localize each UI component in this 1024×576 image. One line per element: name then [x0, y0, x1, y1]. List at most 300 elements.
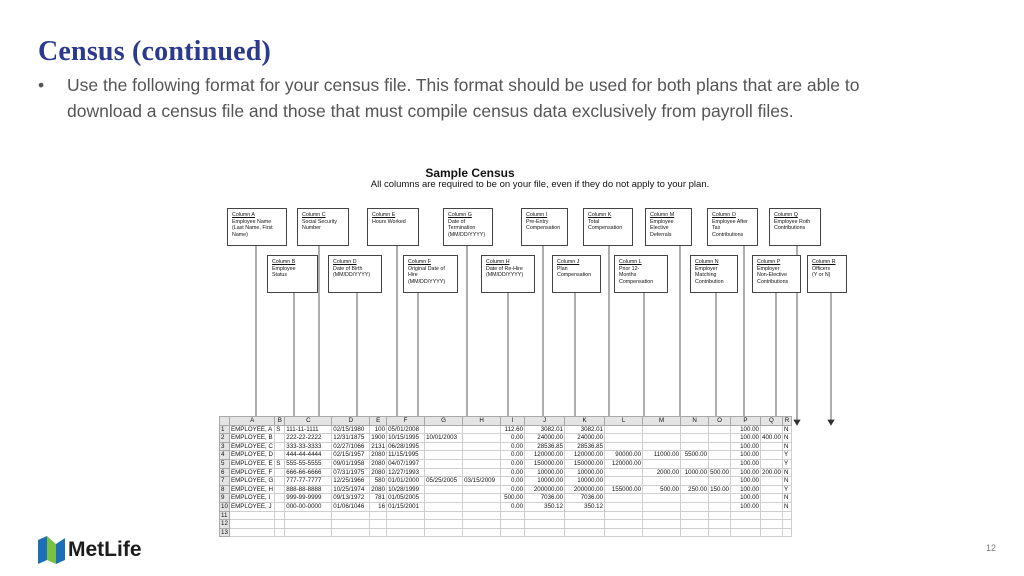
metlife-logo-icon [38, 536, 66, 564]
table-cell [761, 442, 783, 451]
table-cell: N [782, 494, 791, 503]
table-cell: 580 [370, 477, 387, 486]
box-body: Plan Compensation [557, 265, 592, 279]
box-heading: Column C [302, 212, 326, 218]
box-heading: Column A [232, 212, 255, 218]
table-cell: 150000.00 [565, 459, 605, 468]
table-cell: EMPLOYEE, C [231, 442, 273, 450]
table-cell: 10/28/1999 [387, 485, 425, 494]
table-cell: 11/15/1995 [387, 451, 425, 460]
row-number: 10 [221, 503, 228, 511]
col-header: K [565, 417, 605, 426]
col-header: G [425, 417, 463, 426]
table-row [220, 477, 792, 486]
table-cell [605, 520, 643, 529]
sample-census-subtitle: All columns are required to be on your file, even if they do not apply to your plan. [370, 179, 710, 190]
table-cell [731, 511, 761, 520]
table-cell: 0.00 [501, 451, 525, 460]
col-header: B [275, 417, 285, 426]
box-heading: Column K [588, 212, 612, 218]
table-cell: 10/15/1995 [387, 434, 425, 443]
box-heading: Column I [526, 212, 548, 218]
table-cell: 01/15/2001 [387, 502, 425, 511]
box-body: Employee Roth Contributions [774, 218, 811, 232]
table-cell [463, 451, 501, 460]
table-cell [605, 494, 643, 503]
table-cell: EMPLOYEE, H [231, 485, 273, 493]
table-cell [565, 528, 605, 537]
table-cell [731, 520, 761, 529]
table-cell: 100 [370, 425, 387, 434]
table-cell [761, 459, 783, 468]
table-cell: 777-77-7777 [285, 477, 332, 486]
bullet-dot: • [38, 75, 45, 95]
table-cell [425, 485, 463, 494]
table-cell [463, 511, 501, 520]
table-cell [761, 520, 783, 529]
table-cell: 11000.00 [643, 451, 681, 460]
box-heading: Column O [712, 212, 736, 218]
table-row [220, 485, 792, 494]
table-cell: EMPLOYEE, F [230, 468, 275, 477]
table-cell: 7036.00 [565, 494, 605, 503]
box-heading: Column G [448, 212, 472, 218]
table-cell: 250.00 [681, 485, 709, 494]
table-cell: 12/27/1993 [387, 468, 425, 477]
table-cell: 01/01/2000 [387, 477, 425, 486]
box-heading: Column E [372, 212, 396, 218]
table-cell: 150000.00 [525, 459, 565, 468]
table-cell: 666-66-6666 [285, 468, 332, 477]
table-cell: 3082.01 [565, 425, 605, 434]
table-cell: 120000.00 [525, 451, 565, 460]
box-body: Employee Status [272, 265, 296, 279]
table-cell [643, 477, 681, 486]
box-body: Employee Elective Deferrals [650, 218, 674, 238]
box-body: Employee Name (Last Name, First Name) [232, 218, 273, 238]
col-header: N [681, 417, 709, 426]
sheet-corner [220, 417, 230, 426]
table-cell: 100.00 [731, 468, 761, 477]
table-cell: 500.00 [501, 494, 525, 503]
table-cell: 781 [370, 494, 387, 503]
table-cell: 09/13/1972 [332, 494, 370, 503]
row-number: 7 [220, 477, 230, 486]
column-q-box [769, 208, 821, 246]
table-cell [425, 528, 463, 537]
table-cell: 555-55-5555 [285, 459, 332, 468]
row-number: 11 [220, 511, 230, 520]
table-cell [761, 528, 783, 537]
table-cell [709, 494, 731, 503]
table-cell [332, 511, 370, 520]
table-cell [525, 520, 565, 529]
table-cell [761, 425, 783, 434]
table-cell [463, 494, 501, 503]
table-cell: 120000.00 [605, 459, 643, 468]
table-cell: EMPLOYEE, I [230, 494, 275, 503]
table-cell [681, 459, 709, 468]
table-cell: 222-22-2222 [285, 434, 332, 443]
table-row [220, 434, 792, 443]
table-cell [605, 502, 643, 511]
table-cell [463, 520, 501, 529]
table-cell: 2131 [371, 442, 386, 450]
table-cell [525, 511, 565, 520]
box-body: Officers (Y or N) [812, 265, 831, 279]
table-cell [643, 494, 681, 503]
table-cell [782, 528, 791, 537]
col-header: M [643, 417, 681, 426]
column-l-box [614, 255, 668, 293]
table-cell [709, 459, 731, 468]
table-cell [605, 528, 643, 537]
table-cell [525, 528, 565, 537]
table-cell: 04/07/1997 [387, 459, 425, 468]
table-cell: 112.60 [501, 425, 525, 434]
table-cell: 333-33-3333 [285, 442, 332, 451]
table-cell: 444-44-4444 [285, 451, 332, 460]
table-cell: 07/31/1975 [332, 468, 370, 477]
table-cell: 3082.01 [525, 425, 565, 434]
table-cell: 200000.00 [525, 485, 565, 494]
table-row [220, 528, 792, 537]
table-cell [425, 468, 463, 477]
col-header: R [782, 417, 791, 426]
table-cell [605, 477, 643, 486]
table-cell: 03/15/2009 [463, 477, 501, 486]
table-cell: 24000.00 [565, 434, 605, 443]
table-cell [643, 459, 681, 468]
table-cell [463, 528, 501, 537]
table-cell [425, 459, 463, 468]
column-r-box [807, 255, 847, 293]
col-header: A [230, 417, 275, 426]
table-cell: 120000.00 [565, 451, 605, 460]
table-cell: Y [782, 459, 791, 468]
slide-title: Census (continued) [38, 36, 272, 67]
table-cell [463, 502, 501, 511]
table-row [220, 459, 792, 468]
table-cell: 111-11-1111 [285, 425, 332, 434]
box-body: Date of Birth (MM/DD/YYYY) [333, 265, 371, 279]
table-cell [731, 528, 761, 537]
table-cell [761, 485, 783, 494]
table-cell: 0.00 [501, 502, 525, 511]
box-body: Prior 12- Months Compensation [619, 265, 654, 285]
table-cell: 7036.00 [525, 494, 565, 503]
column-f-box [403, 255, 458, 293]
table-cell: 10000.00 [525, 468, 565, 477]
table-cell [681, 434, 709, 443]
table-cell: 2080 [371, 485, 386, 493]
box-body: Original Date of Hire (MM/DD/YYYY) [408, 265, 446, 285]
table-cell [275, 477, 285, 486]
table-cell [782, 511, 791, 520]
box-heading: Column J [557, 259, 580, 265]
sample-census-title: Sample Census [425, 166, 515, 180]
box-heading: Column L [619, 259, 642, 265]
box-body: Employee After Tax Contributions [712, 218, 748, 238]
table-cell [681, 494, 709, 503]
table-cell [709, 442, 731, 451]
box-body: Pre-Entry Compensation [526, 218, 561, 232]
table-cell: N [782, 434, 791, 443]
table-cell: 100.00 [731, 434, 761, 443]
table-row [220, 494, 792, 503]
table-cell: 0.00 [501, 434, 525, 443]
table-cell: 24000.00 [525, 434, 565, 443]
row-number: 12 [221, 520, 228, 528]
row-number: 13 [221, 528, 228, 536]
table-cell [332, 528, 370, 537]
box-body: Employer Non-Elective Contributions [757, 265, 789, 285]
table-cell: N [782, 477, 791, 486]
table-cell: 28536.85 [525, 442, 565, 451]
row-number: 4 [220, 451, 230, 460]
sample-census-sheet [219, 416, 792, 537]
table-cell [681, 477, 709, 486]
column-a-box [227, 208, 287, 246]
table-cell: Y [782, 451, 791, 460]
table-cell [709, 425, 731, 434]
column-k-box [583, 208, 633, 246]
col-header: P [731, 417, 761, 426]
table-cell: 500.00 [710, 468, 729, 476]
column-j-box [552, 255, 601, 293]
table-cell [230, 520, 275, 529]
table-cell: 500.00 [643, 485, 681, 494]
column-h-box [481, 255, 535, 293]
table-cell: 100.00 [731, 502, 761, 511]
table-cell: EMPLOYEE, G [231, 477, 274, 485]
table-cell: EMPLOYEE, E [230, 459, 275, 468]
table-cell: EMPLOYEE, J [230, 502, 275, 511]
table-cell [275, 502, 285, 511]
table-cell [681, 425, 709, 434]
table-cell [709, 477, 731, 486]
table-cell [285, 528, 332, 537]
table-cell [370, 511, 387, 520]
box-body: Social Security Number [302, 218, 338, 232]
table-cell [605, 511, 643, 520]
table-cell [643, 434, 681, 443]
table-cell [709, 511, 731, 520]
table-cell: 09/01/1958 [332, 459, 370, 468]
table-cell: Y [782, 485, 791, 494]
table-cell [761, 477, 783, 486]
table-cell [275, 451, 285, 460]
column-c-box [297, 208, 349, 246]
table-cell: 000-00-0000 [285, 502, 332, 511]
table-cell: 28536.85 [565, 442, 605, 451]
table-row [220, 502, 792, 511]
row-number: 1 [220, 425, 230, 434]
table-cell: 10000.00 [565, 477, 605, 486]
table-row [220, 520, 792, 529]
table-cell [275, 520, 285, 529]
table-cell: 02/27/1066 [332, 442, 370, 451]
box-body: Date of Re-Hire (MM/DD/YYYY) [486, 265, 524, 279]
table-cell: N [782, 468, 791, 477]
table-cell: 0.00 [501, 485, 525, 494]
table-cell [387, 528, 425, 537]
table-cell [275, 528, 285, 537]
table-row [220, 451, 792, 460]
table-cell: 10000.00 [525, 477, 565, 486]
box-heading: Column B [272, 259, 296, 265]
table-cell [565, 511, 605, 520]
table-cell: 02/15/1980 [332, 425, 370, 434]
table-cell: N [782, 425, 791, 434]
column-d-box [328, 255, 382, 293]
row-number: 5 [220, 459, 230, 468]
table-cell: 350.12 [525, 502, 565, 511]
table-cell [275, 434, 285, 443]
table-cell [501, 528, 525, 537]
table-cell: 2080 [371, 468, 386, 476]
table-row [220, 511, 792, 520]
table-cell [709, 502, 731, 511]
table-cell: 0.00 [501, 468, 525, 477]
table-cell [643, 511, 681, 520]
table-cell [370, 520, 387, 529]
table-cell [501, 511, 525, 520]
table-cell: 90000.00 [605, 451, 643, 460]
box-body: Date of Termination (MM/DD/YYYY) [448, 218, 486, 238]
table-cell: 100.00 [731, 451, 761, 460]
table-row [220, 442, 792, 451]
table-cell: 0.00 [501, 477, 525, 486]
table-cell [387, 511, 425, 520]
table-cell [761, 511, 783, 520]
table-cell [643, 528, 681, 537]
row-number: 3 [220, 442, 230, 451]
table-cell [230, 511, 275, 520]
table-cell [387, 520, 425, 529]
table-cell [370, 528, 387, 537]
table-cell [275, 511, 285, 520]
column-g-box [443, 208, 493, 246]
table-cell: 100.00 [731, 494, 761, 503]
table-cell: EMPLOYEE, A [230, 425, 275, 434]
bullet-text: Use the following format for your census file. This format should be used for both plans that are able to download a census file and those that must compile census data exclusively from payroll files. [67, 75, 860, 121]
table-cell [761, 502, 783, 511]
col-header: Q [761, 417, 783, 426]
column-e-box [367, 208, 419, 246]
col-header: F [387, 417, 425, 426]
table-cell [605, 442, 643, 451]
box-heading: Column M [650, 212, 675, 218]
table-cell [463, 459, 501, 468]
table-cell [425, 494, 463, 503]
table-cell: 01/05/2005 [387, 494, 425, 503]
table-cell: 400.00 [762, 434, 781, 442]
col-header: C [285, 417, 332, 426]
sheet-header-row [220, 417, 792, 426]
table-cell [463, 425, 501, 434]
table-cell: S [275, 459, 285, 468]
box-body: Total Compensation [588, 218, 623, 232]
table-cell: 2080 [371, 460, 386, 468]
table-cell: 888-88-8888 [285, 485, 332, 494]
table-cell [709, 528, 731, 537]
table-cell: 02/15/1957 [332, 451, 370, 460]
table-cell: 01/06/1046 [332, 502, 370, 511]
table-cell [425, 502, 463, 511]
table-cell: 100.00 [731, 425, 761, 434]
table-cell [275, 468, 285, 477]
column-n-box [690, 255, 738, 293]
table-cell: 100.00 [731, 477, 761, 486]
table-cell: EMPLOYEE, D [231, 451, 273, 459]
table-cell [709, 520, 731, 529]
table-cell: 155000.00 [605, 485, 643, 494]
box-heading: Column R [812, 259, 836, 265]
table-cell [425, 425, 463, 434]
table-cell: EMPLOYEE, B [230, 434, 275, 443]
row-number: 9 [220, 494, 230, 503]
column-i-box [521, 208, 568, 246]
table-cell [501, 520, 525, 529]
table-cell [425, 511, 463, 520]
table-cell: 100.00 [731, 442, 761, 451]
page-number: 12 [986, 543, 997, 553]
table-cell [463, 468, 501, 477]
col-header: I [501, 417, 525, 426]
metlife-logo-text: MetLife [68, 538, 142, 561]
table-cell [275, 442, 285, 451]
table-cell: 150.00 [710, 485, 729, 493]
table-cell: 1000.00 [681, 468, 709, 477]
table-cell: 12/25/1966 [332, 477, 370, 486]
table-cell [425, 442, 463, 451]
table-cell [681, 511, 709, 520]
table-row [220, 425, 792, 434]
column-p-box [752, 255, 801, 293]
table-cell: 0.00 [501, 459, 525, 468]
table-cell: N [782, 502, 791, 511]
column-m-box [645, 208, 692, 246]
table-cell [681, 502, 709, 511]
box-body: Hours Worked [372, 218, 406, 225]
table-cell [709, 434, 731, 443]
sheet-body [220, 425, 792, 537]
table-cell [782, 520, 791, 529]
column-o-box [707, 208, 758, 246]
table-cell: 06/28/1995 [387, 442, 425, 451]
col-header: O [709, 417, 731, 426]
table-cell [761, 451, 783, 460]
box-heading: Column N [695, 259, 719, 265]
table-cell: 2000.00 [643, 468, 681, 477]
box-heading: Column P [757, 259, 781, 265]
table-cell [761, 494, 783, 503]
table-cell [285, 520, 332, 529]
table-cell [332, 520, 370, 529]
table-cell [463, 434, 501, 443]
col-header: H [463, 417, 501, 426]
table-cell: 100.00 [731, 459, 761, 468]
table-cell: 10/01/2003 [425, 434, 463, 443]
table-cell: 16 [370, 502, 387, 511]
table-cell [605, 434, 643, 443]
table-cell [230, 528, 275, 537]
table-cell [605, 425, 643, 434]
table-row [220, 468, 792, 477]
box-body: Employer Matching Contribution [695, 265, 724, 285]
table-cell [681, 442, 709, 451]
